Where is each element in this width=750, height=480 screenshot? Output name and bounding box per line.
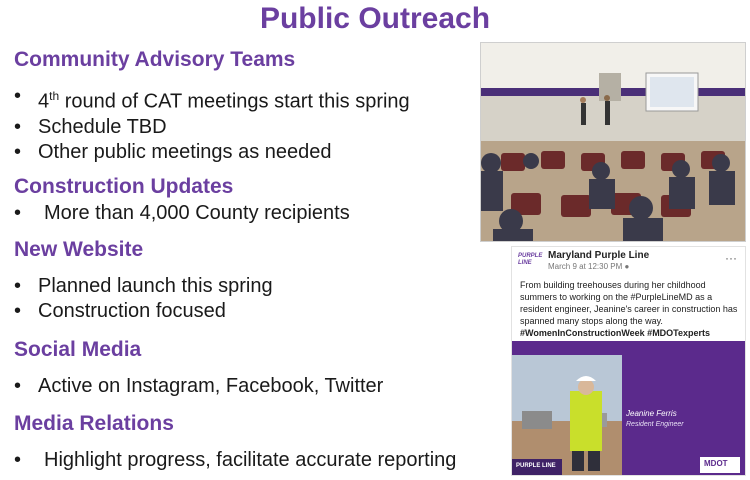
bullet-item: • More than 4,000 County recipients: [14, 201, 484, 226]
bullet-item: • Schedule TBD: [14, 115, 484, 140]
section-media-relations: [14, 412, 494, 473]
post-image-illustration: [512, 341, 745, 475]
section-social-media: [14, 338, 484, 399]
bullet-item: • 4th round of CAT meetings start this spring: [14, 84, 484, 115]
post-account-name[interactable]: Maryland Purple Line: [548, 250, 650, 261]
section-heading: Media Relations: [14, 412, 174, 435]
post-timestamp: March 9 at 12:30 PM ●: [548, 262, 630, 271]
section-heading: Community Advisory Teams: [14, 48, 296, 71]
bullet-item: • Construction focused: [14, 299, 484, 324]
mdot-logo: MDOT: [704, 459, 728, 468]
more-options-icon[interactable]: ···: [725, 251, 737, 265]
bullet-item: • Planned launch this spring: [14, 274, 484, 299]
post-image-name: Jeanine Ferris: [626, 409, 677, 418]
section-community-advisory-teams: [14, 48, 484, 165]
post-image-role: Resident Engineer: [626, 421, 684, 428]
globe-icon: ●: [624, 262, 630, 271]
post-image[interactable]: [512, 341, 745, 475]
purple-line-logo: PURPLE LINE: [516, 463, 556, 469]
bullet-item: • Other public meetings as needed: [14, 140, 484, 165]
bullet-item: • Active on Instagram, Facebook, Twitter: [14, 374, 484, 399]
post-body: From building treehouses during her childhood summers to working on the #PurpleLineMD as a resident engineer, Jeanine's career in construction has spanned many stops along the way. #WomenInConstructionWeek #MDOTexperts: [520, 280, 738, 338]
section-construction-updates: [14, 175, 484, 226]
section-heading: Social Media: [14, 338, 142, 361]
avatar-logo-text: PURPLE LINE: [518, 253, 543, 266]
slide-title: Public Outreach: [259, 2, 491, 35]
section-new-website: [14, 238, 484, 324]
bullet-item: • Highlight progress, facilitate accurate reporting: [14, 448, 494, 473]
section-heading: New Website: [14, 238, 144, 261]
purple-line-avatar: [518, 253, 543, 267]
meeting-photo: [480, 42, 746, 242]
social-post-card: [511, 246, 746, 476]
meeting-photo-illustration: [481, 43, 745, 241]
post-header: [512, 247, 745, 275]
post-hashtags[interactable]: #WomenInConstructionWeek #MDOTexperts: [520, 328, 711, 338]
section-heading: Construction Updates: [14, 175, 234, 198]
